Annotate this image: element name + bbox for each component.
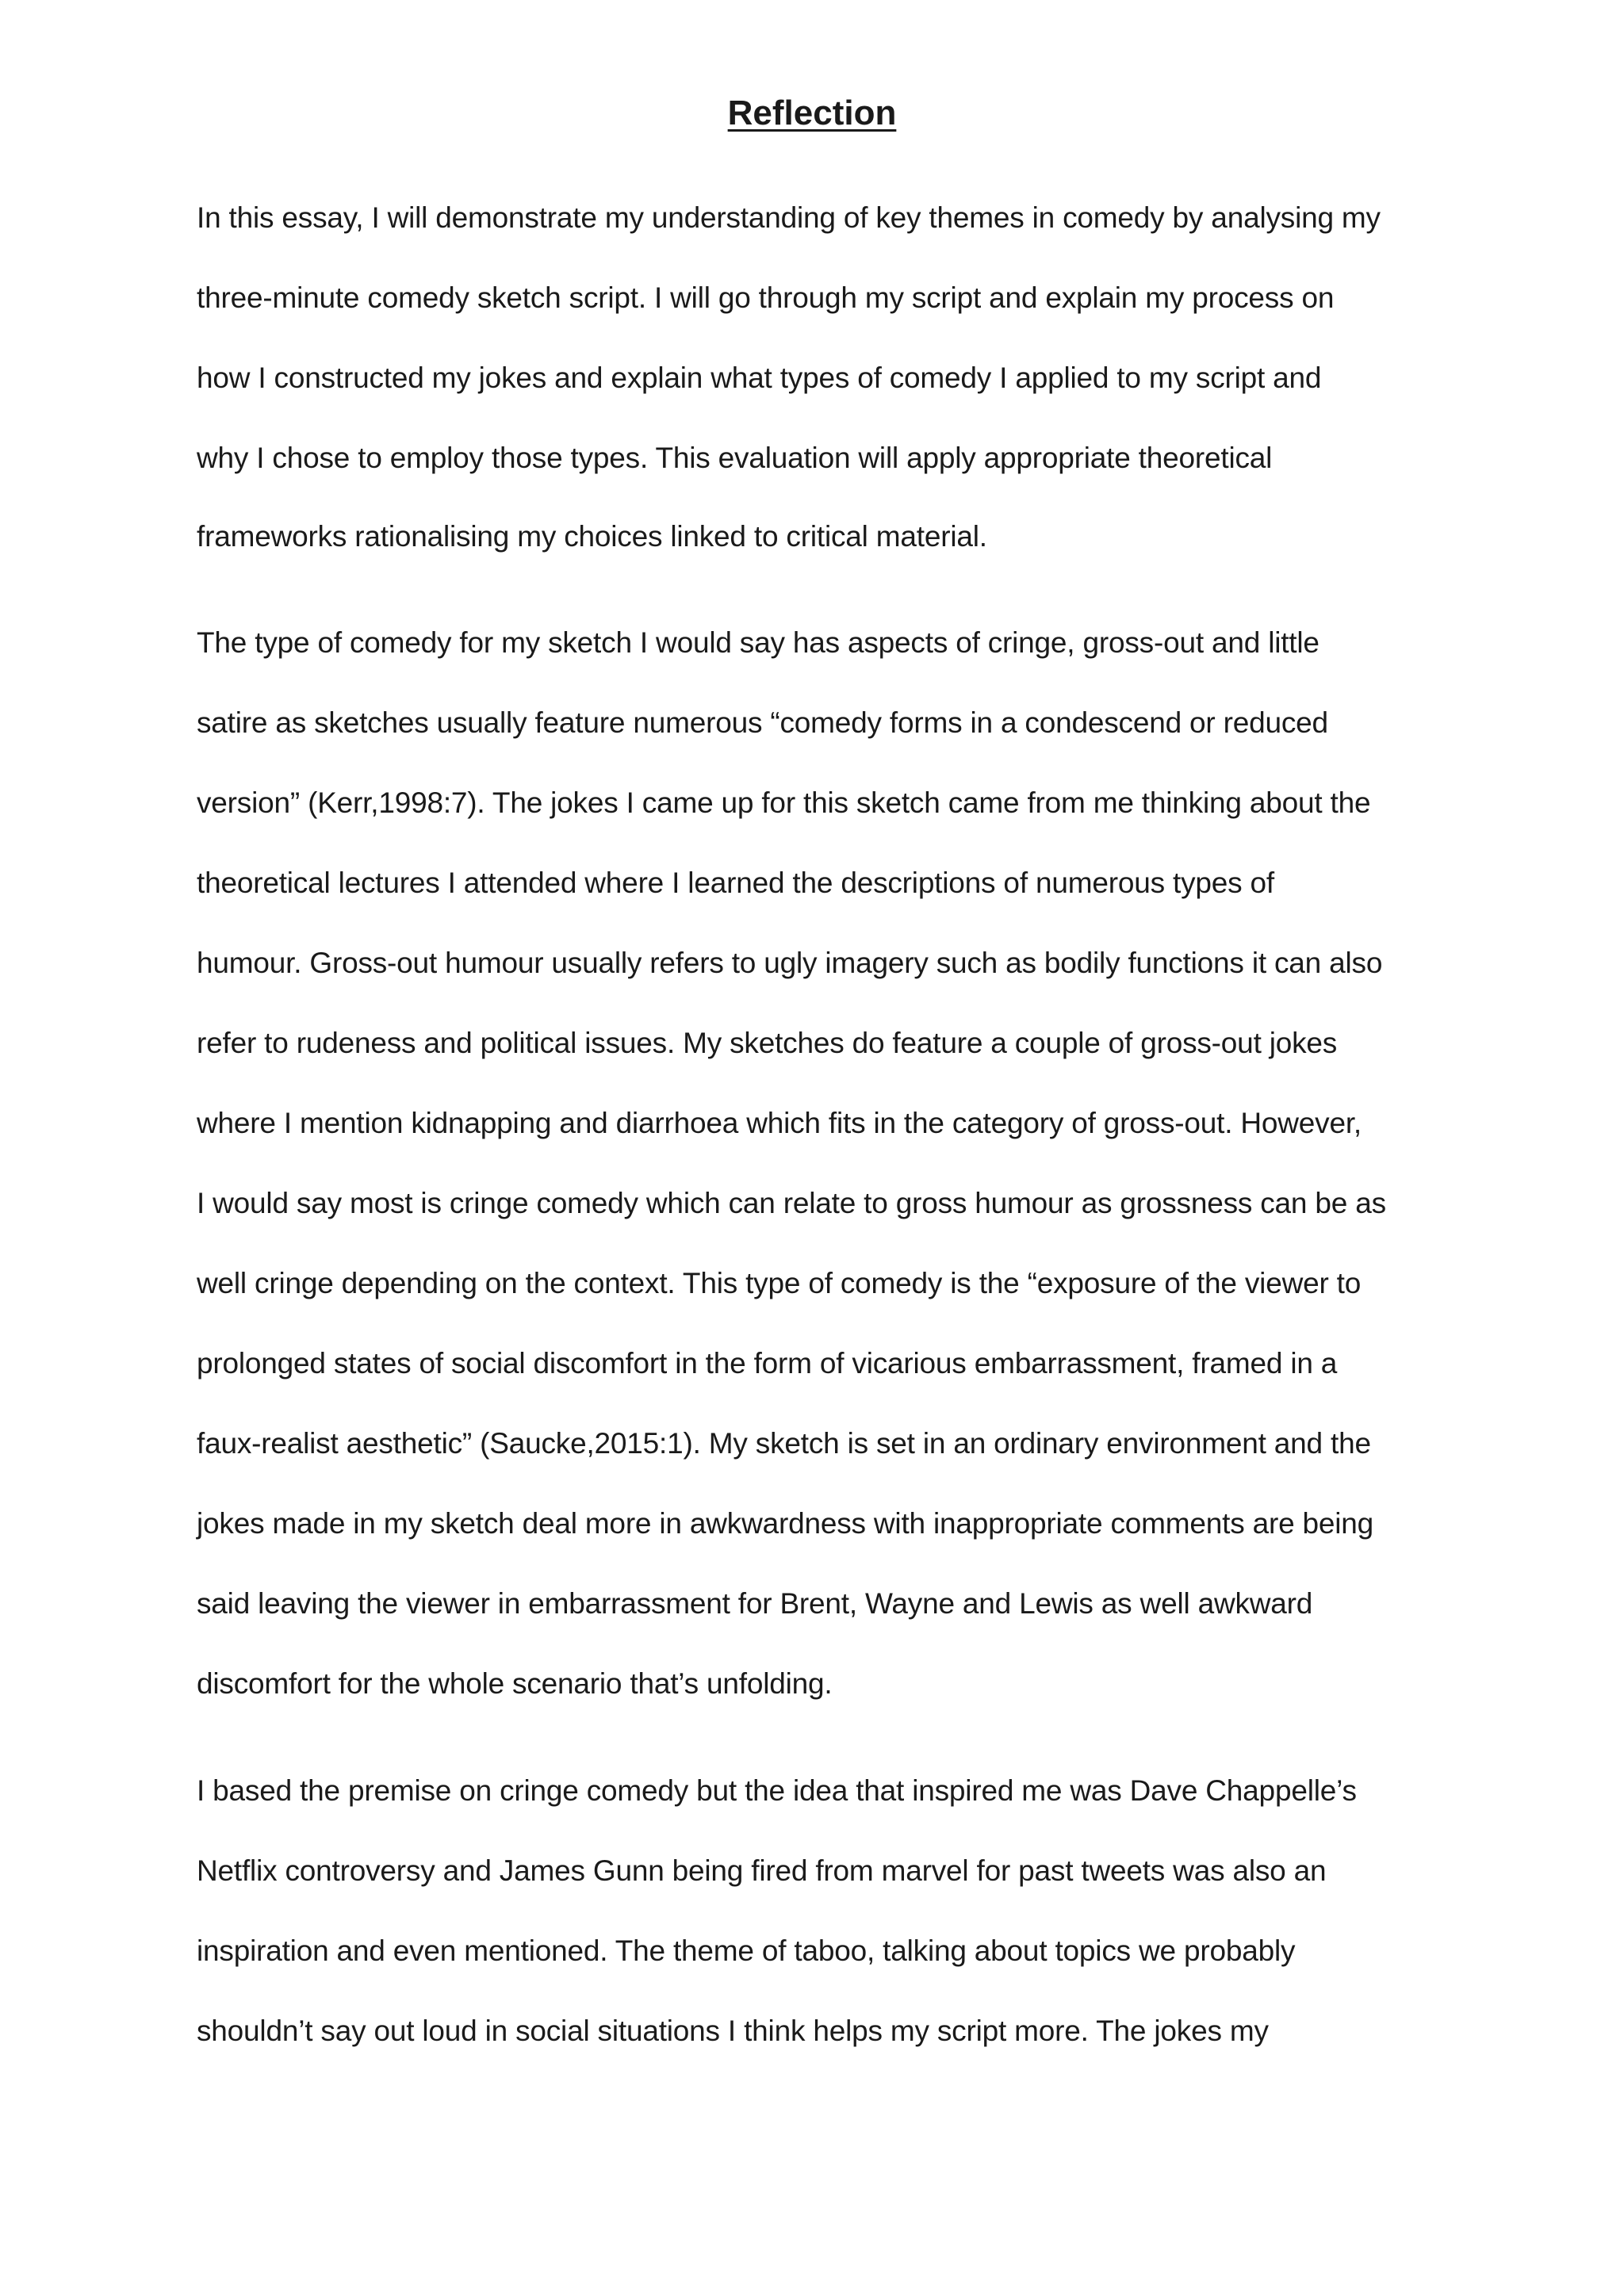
text-line: why I chose to employ those types. This evaluation will apply appropriate theoretical [197, 442, 1273, 474]
text-line: satire as sketches usually feature numerous “comedy forms in a condescend or reduced [197, 706, 1328, 739]
text-line: shouldn’t say out loud in social situations I think helps my script more. The jokes my [197, 2015, 1269, 2047]
text-line: where I mention kidnapping and diarrhoea which fits in the category of gross-out. However, [197, 1107, 1362, 1139]
text-line: well cringe depending on the context. This type of comedy is the “exposure of the viewer to [197, 1267, 1362, 1299]
text-line: discomfort for the whole scenario that’s unfolding. [197, 1667, 833, 1700]
text-line: Netflix controversy and James Gunn being fired from marvel for past tweets was also an [197, 1854, 1327, 1887]
text-line: frameworks rationalising my choices linked to critical material. [197, 520, 987, 553]
text-line: refer to rudeness and political issues. My sketches do feature a couple of gross-out jokes [197, 1027, 1338, 1059]
text-line: how I constructed my jokes and explain what types of comedy I applied to my script and [197, 362, 1322, 394]
text-line: I would say most is cringe comedy which can relate to gross humour as grossness can be as [197, 1187, 1386, 1219]
text-line: jokes made in my sketch deal more in awkwardness with inappropriate comments are being [197, 1507, 1374, 1540]
text-line: three-minute comedy sketch script. I will go through my script and explain my process on [197, 281, 1335, 314]
text-line: prolonged states of social discomfort in the form of vicarious embarrassment, framed in a [197, 1347, 1338, 1380]
text-line: version” (Kerr,1998:7). The jokes I came up for this sketch came from me thinking about the [197, 786, 1371, 819]
text-line: humour. Gross-out humour usually refers to ugly imagery such as bodily functions it can also [197, 947, 1383, 979]
text-line: theoretical lectures I attended where I learned the descriptions of numerous types of [197, 867, 1274, 899]
text-line: In this essay, I will demonstrate my understanding of key themes in comedy by analysing my [197, 201, 1381, 234]
page-title: Reflection [727, 94, 897, 132]
text-line: The type of comedy for my sketch I would say has aspects of cringe, gross-out and little [197, 626, 1320, 659]
text-line: inspiration and even mentioned. The theme of taboo, talking about topics we probably [197, 1934, 1296, 1967]
text-line: faux-realist aesthetic” (Saucke,2015:1). My sketch is set in an ordinary environment and the [197, 1427, 1371, 1460]
text-line: I based the premise on cringe comedy but the idea that inspired me was Dave Chappelle’s [197, 1774, 1357, 1807]
text-line: said leaving the viewer in embarrassment for Brent, Wayne and Lewis as well awkward [197, 1587, 1313, 1620]
